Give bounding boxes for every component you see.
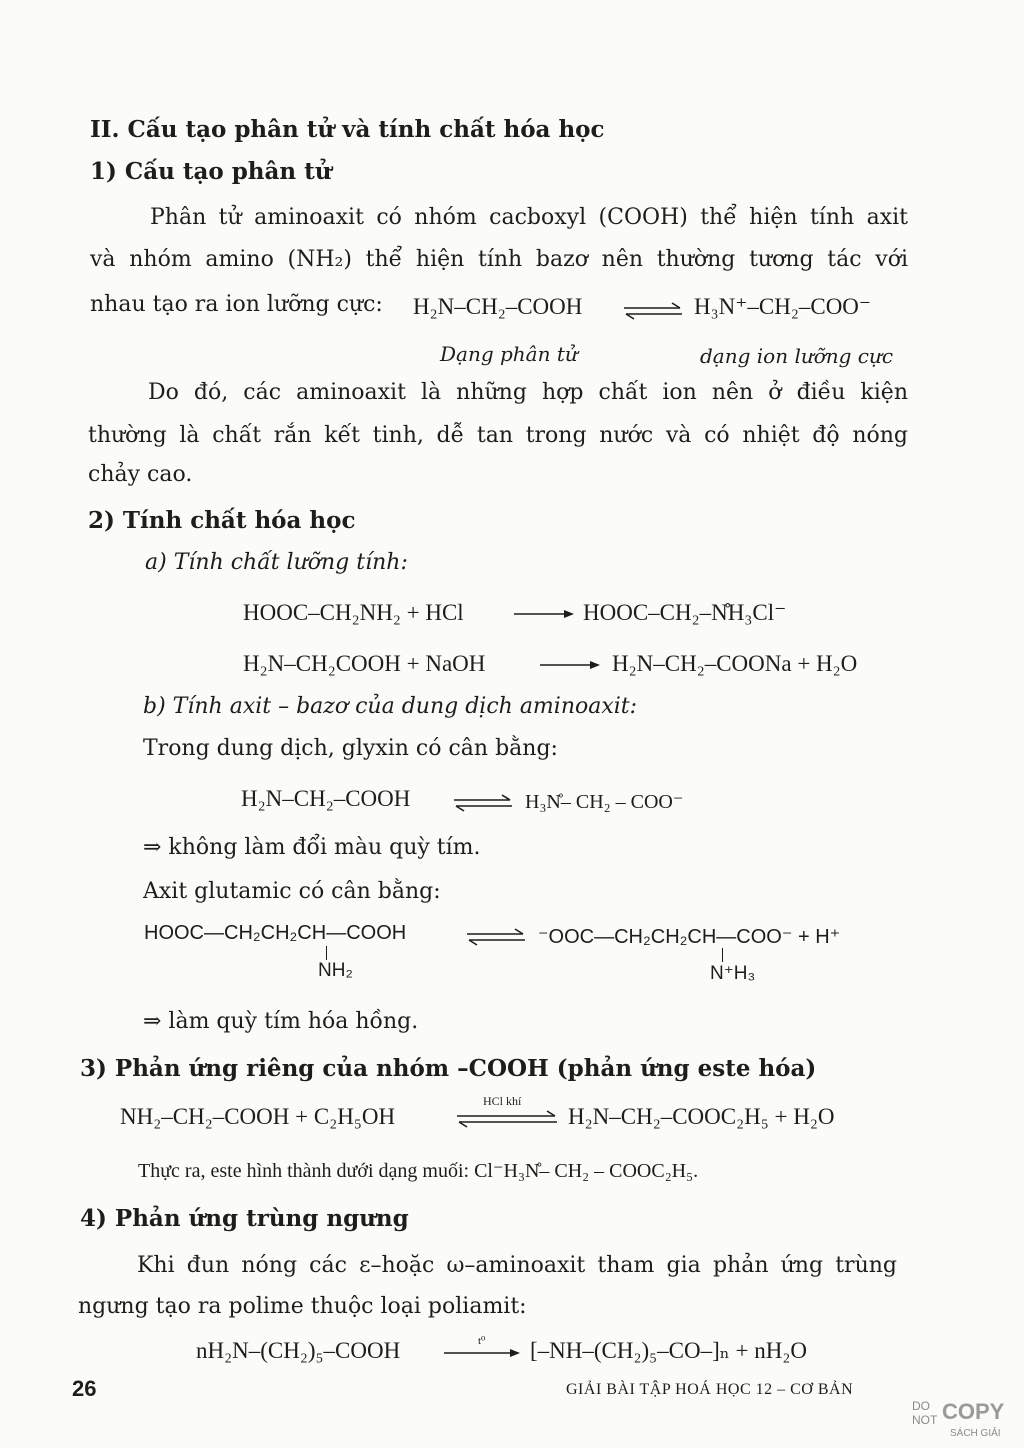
subsection-title-2: 2) Tính chất hóa học <box>88 507 356 534</box>
s2-b-eq-right: H₃N̊– CH₂ – COO⁻ <box>525 791 684 813</box>
subsection-title-3: 3) Phản ứng riêng của nhóm –COOH (phản ứng este hóa) <box>80 1055 817 1082</box>
s2-b-result-2: ⇒ làm quỳ tím hóa hồng. <box>143 1009 419 1034</box>
subsection-title-4: 4) Phản ứng trùng ngưng <box>80 1205 409 1232</box>
s1-line-2: và nhóm amino (NH₂) thể hiện tính bazơ nên thường tương tác với <box>90 247 908 272</box>
watermark-copy: COPY <box>942 1399 1005 1424</box>
equilibrium-arrow-icon <box>465 928 527 946</box>
reaction-arrow-icon <box>512 607 576 621</box>
watermark-logo <box>908 1400 1012 1444</box>
s2-a-eq1-right: HOOC–CH₂–N̊H₃Cl⁻ <box>583 600 787 625</box>
glutamic-right-formula: ⁻OOC—CH₂CH₂CH—COO⁻ + H⁺ <box>538 926 841 948</box>
s1-para2-line-1: Do đó, các aminoaxit là những hợp chất ion nên ở điều kiện <box>148 380 908 405</box>
s2-b-line-2: Axit glutamic có cân bằng: <box>143 879 441 904</box>
s4-line-1: Khi đun nóng các ε–hoặc ω–aminoaxit tham gia phản ứng trùng <box>137 1253 897 1278</box>
s1-line-1: Phân tử aminoaxit có nhóm cacboxyl (COOH) thể hiện tính axit <box>150 205 908 230</box>
s2-b-eq-left: H₂N–CH₂–COOH <box>241 786 411 811</box>
equilibrium-arrow-icon <box>622 302 684 320</box>
s2-b-label: b) Tính axit – bazơ của dung dịch aminoaxit: <box>143 694 638 719</box>
section-title: II. Cấu tạo phân tử và tính chất hóa học <box>90 116 605 143</box>
s3-note: Thực ra, este hình thành dưới dạng muối: Cl⁻H₃N̊– CH₂ – COOC₂H₅. <box>138 1160 699 1182</box>
s3-eq-left: NH₂–CH₂–COOH + C₂H₅OH <box>120 1104 396 1129</box>
s2-b-line-1: Trong dung dịch, glyxin có cân bằng: <box>143 736 558 761</box>
watermark-do: DO <box>912 1399 930 1413</box>
s4-eq-right: [–NH–(CH₂)₅–CO–]ₙ + nH₂O <box>530 1338 807 1363</box>
s2-a-eq1-left: HOOC–CH₂NH₂ + HCl <box>243 600 464 625</box>
s3-eq-condition: HCl khí <box>483 1094 522 1108</box>
s1-line-3: nhau tạo ra ion lưỡng cực: <box>90 292 383 317</box>
s4-eq-condition: t⁰ <box>478 1335 486 1347</box>
s2-b-result-1: ⇒ không làm đổi màu quỳ tím. <box>143 835 481 860</box>
equilibrium-arrow-icon <box>452 794 514 812</box>
reaction-arrow-icon <box>442 1346 522 1360</box>
watermark-not: NOT <box>912 1413 938 1427</box>
s4-eq-left: nH₂N–(CH₂)₅–COOH <box>196 1338 401 1363</box>
bond-line <box>722 948 723 962</box>
subsection-title-1: 1) Cấu tạo phân tử <box>90 158 332 185</box>
bond-line <box>326 946 327 960</box>
glutamic-left-amino: NH₂ <box>318 960 353 981</box>
s4-line-2: ngưng tạo ra polime thuộc loại poliamit: <box>78 1294 527 1319</box>
label-molecular-form: Dạng phân tử <box>440 342 578 366</box>
s2-a-label: a) Tính chất lưỡng tính: <box>145 550 408 575</box>
s1-para2-line-2: thường là chất rắn kết tinh, dễ tan trong nước và có nhiệt độ nóng <box>88 423 908 448</box>
s1-para2-line-3: chảy cao. <box>88 462 193 487</box>
label-zwitterion-form: dạng ion lưỡng cực <box>700 344 894 368</box>
s2-a-eq2-left: H₂N–CH₂COOH + NaOH <box>243 651 486 676</box>
glutamic-right-ammonium: N⁺H₃ <box>710 963 756 984</box>
reaction-arrow-icon <box>538 658 602 672</box>
book-title: GIẢI BÀI TẬP HOÁ HỌC 12 – CƠ BẢN <box>566 1381 854 1398</box>
s3-eq-right: H₂N–CH₂–COOC₂H₅ + H₂O <box>568 1104 835 1129</box>
s2-a-eq2-right: H₂N–CH₂–COONa + H₂O <box>612 651 858 676</box>
glutamic-left-formula: HOOC—CH₂CH₂CH—COOH <box>144 922 407 944</box>
s1-equation-left: H₂N–CH₂–COOH <box>413 294 583 319</box>
watermark-sachgiai: SÁCH GIẢI <box>950 1428 1001 1439</box>
page-number: 26 <box>72 1376 97 1401</box>
s1-equation-right: H₃N⁺–CH₂–COO⁻ <box>694 294 872 319</box>
equilibrium-arrow-icon <box>455 1110 559 1128</box>
